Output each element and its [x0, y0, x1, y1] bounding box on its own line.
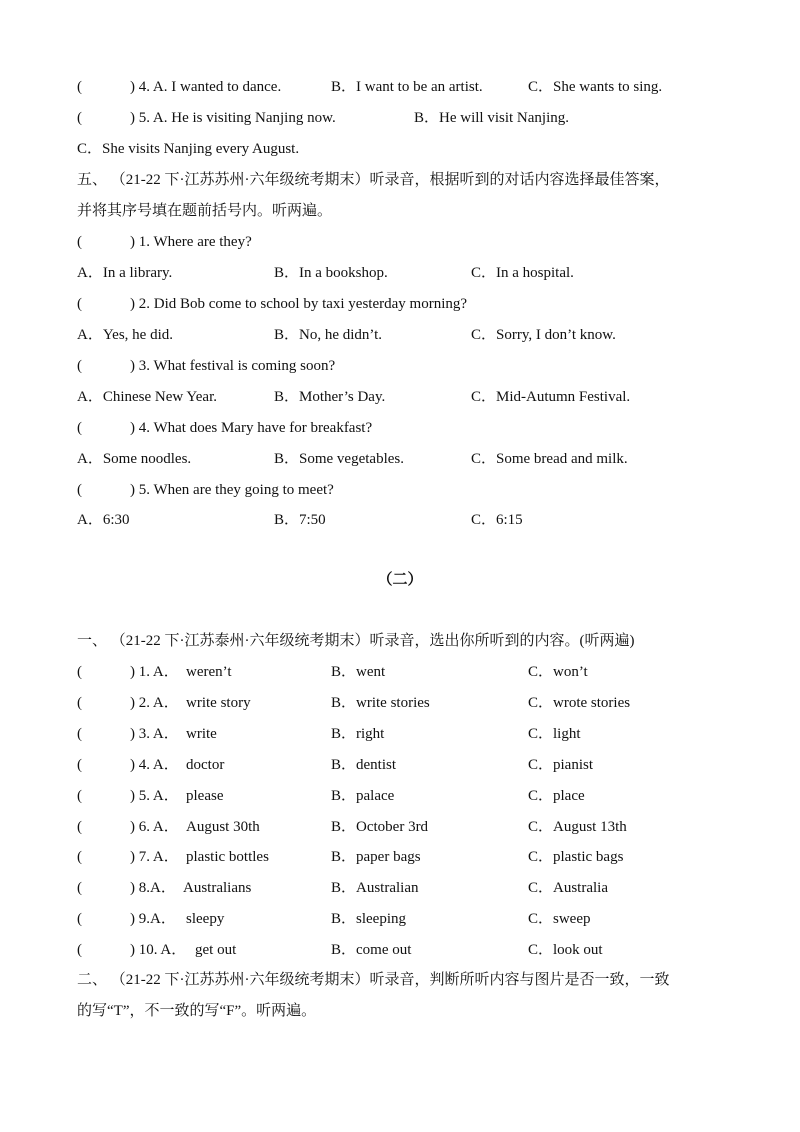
section-title-cont: 的写“T”，不一致的写“F”。听两遍。 [77, 1003, 317, 1019]
option-a: plastic bottles [186, 849, 269, 865]
question-number: ) 4. A. I wanted to dance. [130, 79, 282, 95]
option-a: A．6:30 [77, 512, 130, 528]
option-c: C．plastic bags [528, 849, 624, 865]
option-c: C．sweep [528, 911, 591, 927]
answer-paren-open: ( [77, 788, 82, 804]
answer-paren-open: ( [77, 911, 82, 927]
question-number: ) 5. A. He is visiting Nanjing now. [130, 110, 336, 126]
option-b: B．No, he didn’t. [274, 327, 383, 343]
part-title: （二） [377, 572, 423, 588]
option-a: A．Some noodles. [77, 451, 192, 467]
option-b: B．sleeping [331, 911, 406, 927]
option-a: Australians [183, 880, 252, 896]
option-c: C．light [528, 726, 581, 742]
answer-paren-open: ( [77, 420, 82, 436]
answer-paren-open: ( [77, 296, 82, 312]
option-a: He is visiting Nanjing now. [171, 110, 336, 126]
option-b: B．come out [331, 942, 412, 958]
option-a: please [186, 788, 224, 804]
option-c: C．Australia [528, 880, 608, 896]
section-title: 二、 （21-22 下·江苏苏州·六年级统考期末）听录音，判断所听内容与图片是否一致，一致 [77, 972, 670, 988]
question-text: ) 2. Did Bob come to school by taxi yesterday morning? [130, 296, 468, 312]
item-number: ) 10. A． [130, 942, 187, 958]
item-number: ) 5. A． [130, 788, 179, 804]
item-number: ) 7. A． [130, 849, 179, 865]
option-c: C．look out [528, 942, 603, 958]
answer-paren-open: ( [77, 942, 82, 958]
option-a: sleepy [186, 911, 225, 927]
option-c: C．wrote stories [528, 695, 631, 711]
option-b: B．Some vegetables. [274, 451, 404, 467]
option-c: C．pianist [528, 757, 594, 773]
answer-paren-open: ( [77, 695, 82, 711]
option-b: B．palace [331, 788, 395, 804]
item-number: ) 8.A． [130, 880, 176, 896]
answer-paren-open: ( [77, 726, 82, 742]
answer-paren-open: ( [77, 482, 82, 498]
answer-paren-open: ( [77, 880, 82, 896]
option-c: C．place [528, 788, 585, 804]
option-a: get out [195, 942, 237, 958]
option-b: B．Australian [331, 880, 419, 896]
answer-paren-open: ( [77, 79, 82, 95]
question-row [77, 77, 82, 97]
answer-paren-open: ( [77, 849, 82, 865]
question-row: ( [77, 110, 82, 126]
option-a: write [186, 726, 217, 742]
question-text: ) 3. What festival is coming soon? [130, 358, 336, 374]
option-a: I wanted to dance. [171, 79, 282, 95]
option-b: B．Mother’s Day. [274, 389, 386, 405]
option-b: B．7:50 [274, 512, 326, 528]
option-b: B．I want to be an artist. [331, 79, 483, 95]
question-text: ) 5. When are they going to meet? [130, 482, 334, 498]
item-number: ) 9.A． [130, 911, 176, 927]
option-c: C．6:15 [471, 512, 523, 528]
question-text: ) 4. What does Mary have for breakfast? [130, 420, 373, 436]
option-b: B．right [331, 726, 385, 742]
option-b: B．In a bookshop. [274, 265, 388, 281]
answer-paren-open: ( [77, 757, 82, 773]
section-title: 五、 （21-22 下·江苏苏州·六年级统考期末）听录音，根据听到的对话内容选择最佳答案， [77, 172, 670, 188]
option-a: A．Chinese New Year. [77, 389, 217, 405]
item-number: ) 2. A． [130, 695, 179, 711]
answer-paren-open: ( [77, 664, 82, 680]
option-a: write story [186, 695, 251, 711]
option-c: C．Some bread and milk. [471, 451, 628, 467]
option-a: weren’t [186, 664, 232, 680]
answer-paren-open: ( [77, 234, 82, 250]
item-number: ) 4. A． [130, 757, 179, 773]
option-b: B．He will visit Nanjing. [414, 110, 569, 126]
option-b: B．October 3rd [331, 819, 429, 835]
option-c: C．In a hospital. [471, 265, 574, 281]
item-number: ) 1. A． [130, 664, 179, 680]
option-c: C．Sorry, I don’t know. [471, 327, 616, 343]
option-a: A．Yes, he did. [77, 327, 173, 343]
option-c: C．Mid-Autumn Festival. [471, 389, 631, 405]
option-b: B．went [331, 664, 386, 680]
item-number: ) 6. A． [130, 819, 179, 835]
option-b: B．paper bags [331, 849, 421, 865]
option-c: C．August 13th [528, 819, 627, 835]
item-number: ) 3. A． [130, 726, 179, 742]
option-a: August 30th [186, 819, 260, 835]
option-b: B．dentist [331, 757, 397, 773]
option-b: B．write stories [331, 695, 430, 711]
section-title: 一、 （21-22 下·江苏泰州·六年级统考期末）听录音，选出你所听到的内容。(听两遍) [77, 633, 635, 649]
question-text: ) 1. Where are they? [130, 234, 252, 250]
option-c: C．She visits Nanjing every August. [77, 141, 300, 157]
section-title-cont: 并将其序号填在题前括号内。听两遍。 [77, 203, 333, 219]
answer-paren-open: ( [77, 819, 82, 835]
option-c: C．She wants to sing. [528, 79, 663, 95]
option-a: A．In a library. [77, 265, 173, 281]
option-a: doctor [186, 757, 225, 773]
answer-paren-open: ( [77, 358, 82, 374]
option-c: C．won’t [528, 664, 588, 680]
